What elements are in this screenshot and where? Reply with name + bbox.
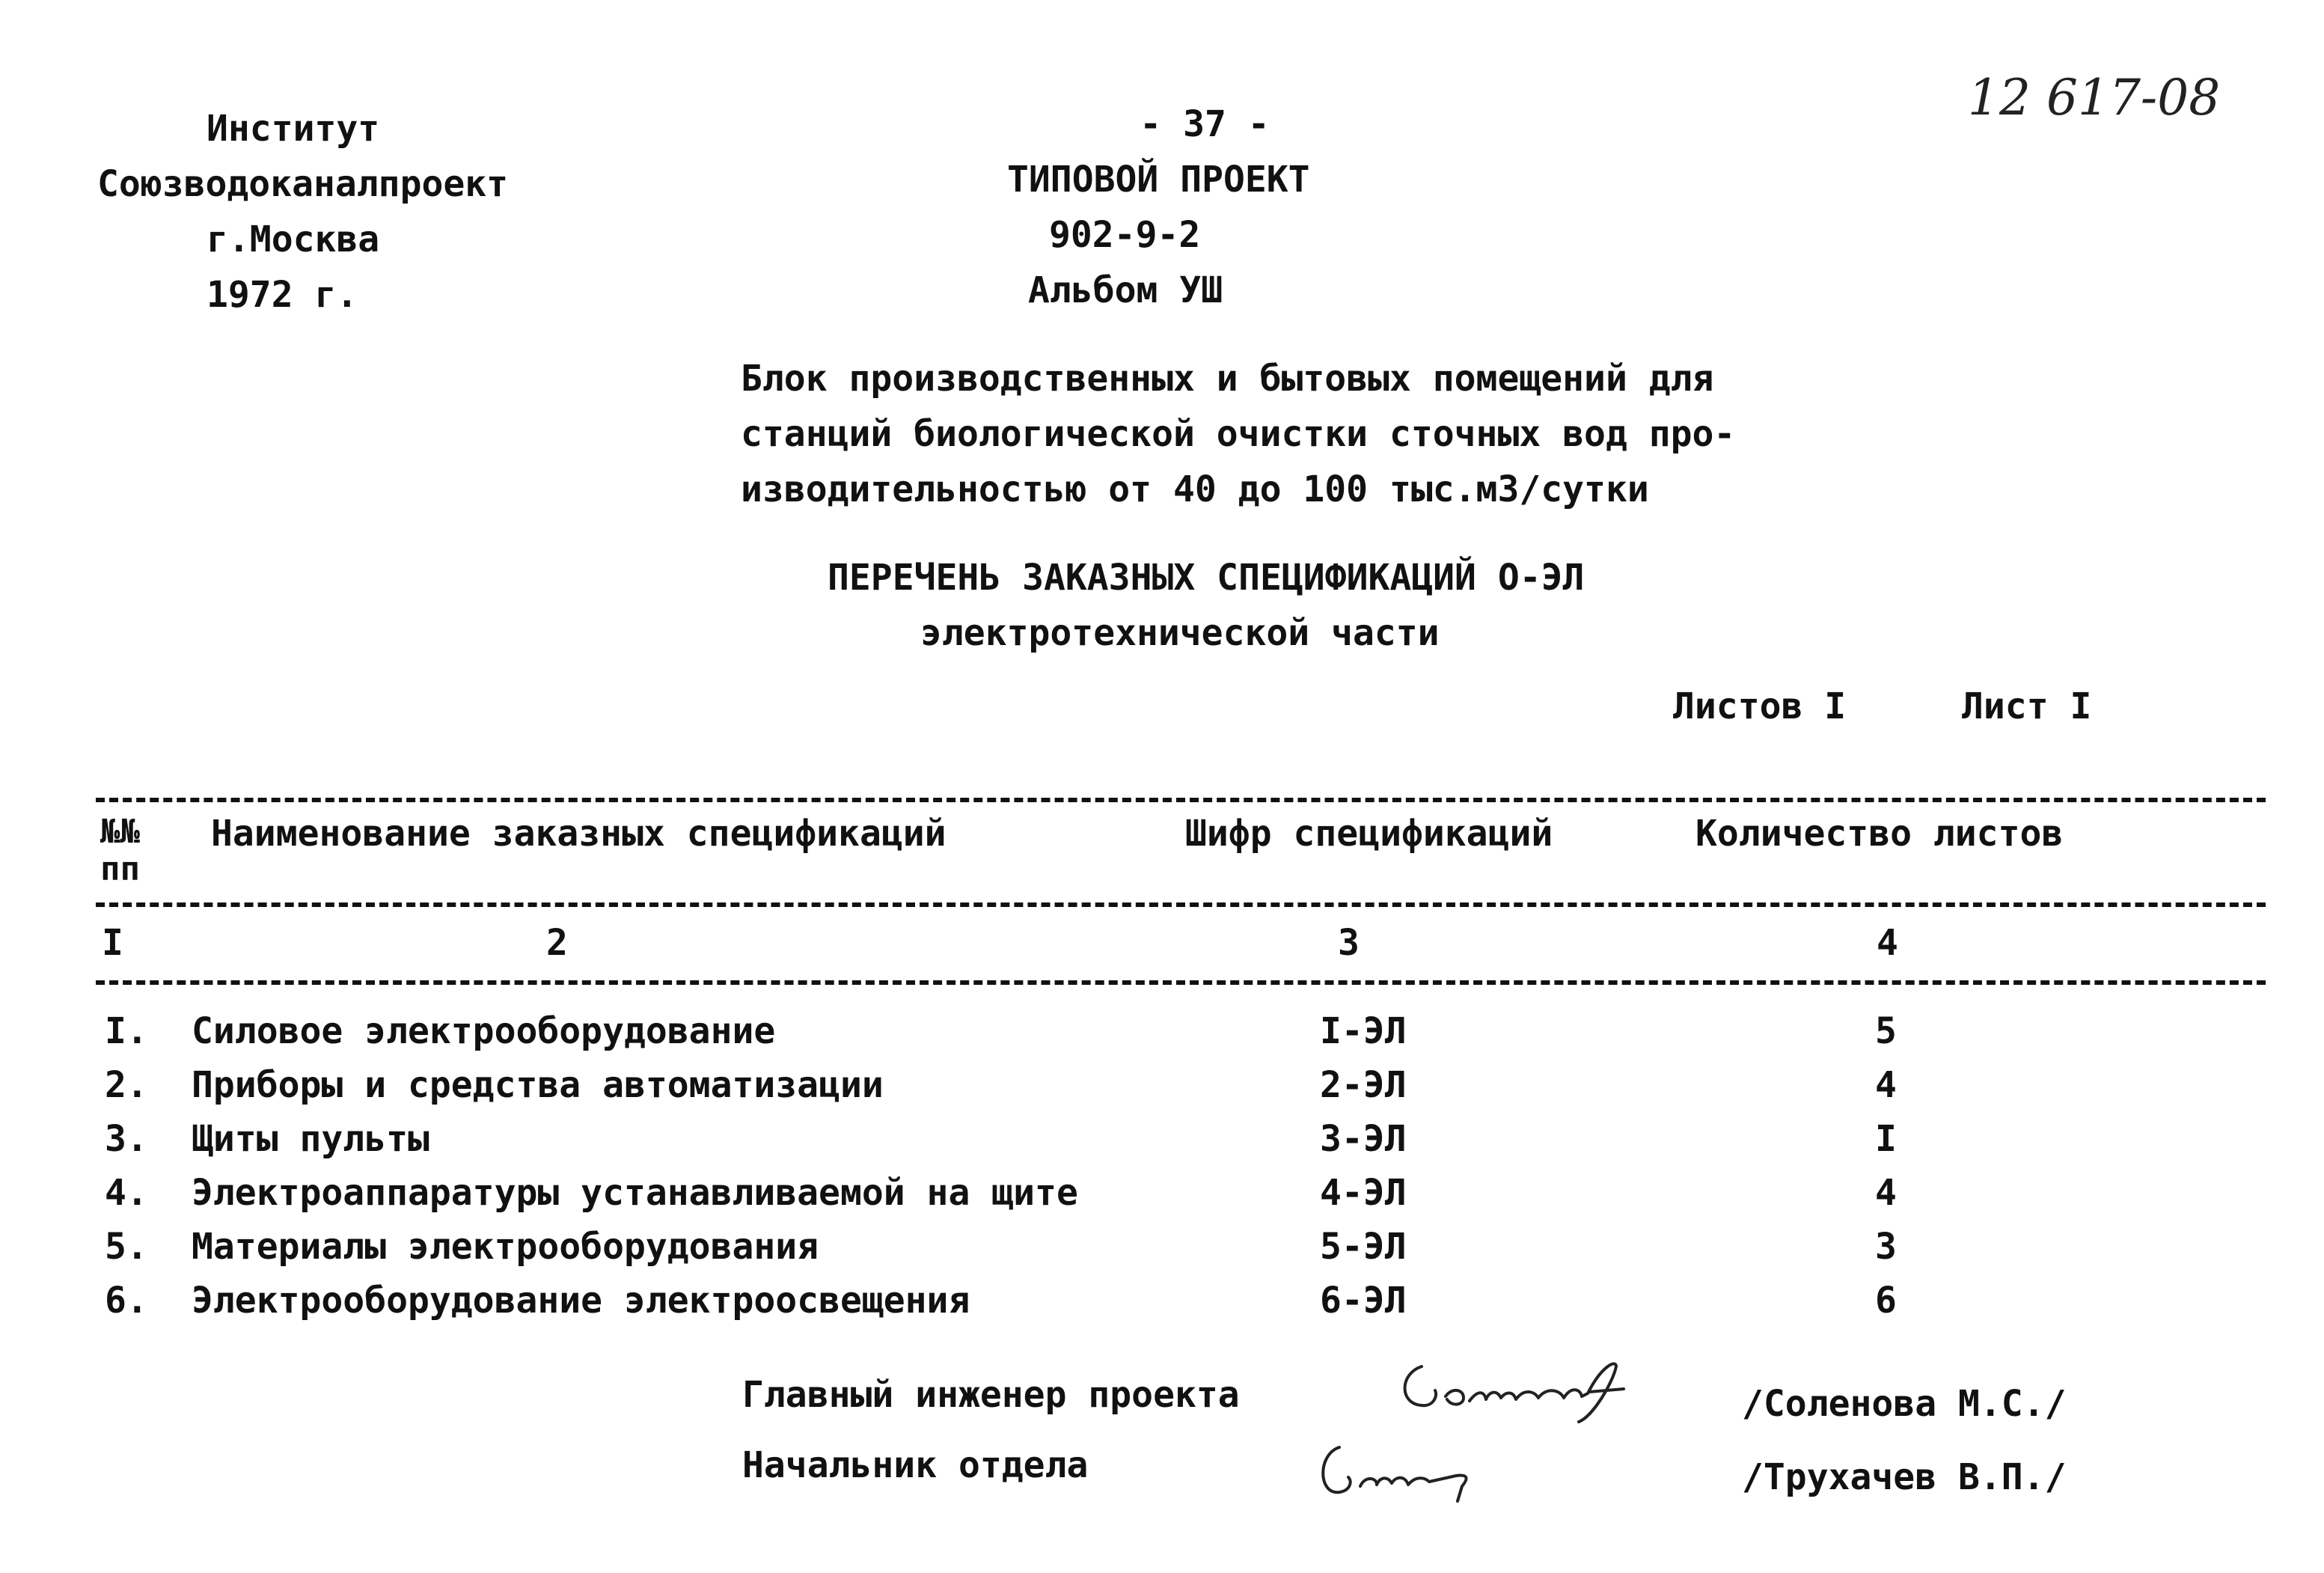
project-type: ТИПОВОЙ ПРОЕКТ [1007, 159, 1310, 201]
row-name: Материалы электрооборудования [192, 1226, 819, 1268]
row-name: Электрооборудование электроосвещения [192, 1280, 970, 1322]
handwritten-signature-2 [1309, 1432, 1534, 1515]
row-code: I-ЭЛ [1320, 1010, 1407, 1052]
col-number-3: 3 [1338, 922, 1360, 964]
handwritten-signature-1 [1392, 1344, 1676, 1426]
col-number-4: 4 [1877, 922, 1898, 964]
row-code: 2-ЭЛ [1320, 1064, 1407, 1106]
institute-city: г.Москва [207, 219, 380, 260]
table-top-rule [96, 798, 2266, 802]
header-count: Количество листов [1695, 813, 2064, 855]
sheets-total: Листов I [1673, 685, 1847, 727]
document-subtitle: электротехнической части [920, 612, 1440, 654]
row-num: 3. [105, 1118, 148, 1160]
row-code: 6-ЭЛ [1320, 1280, 1407, 1322]
col-number-1: I [102, 922, 123, 964]
row-num: 2. [105, 1064, 148, 1106]
row-name: Щиты пульты [192, 1118, 429, 1160]
row-code: 5-ЭЛ [1320, 1226, 1407, 1268]
signature-role-department-head: Начальник отдела [742, 1444, 1089, 1486]
institute-name: Союзводоканалпроект [97, 163, 509, 205]
header-bottom-rule [96, 902, 2266, 907]
row-count: 6 [1875, 1280, 1897, 1322]
row-count: I [1875, 1118, 1897, 1160]
row-name: Силовое электрооборудование [192, 1010, 776, 1052]
header-code: Шифр спецификаций [1185, 813, 1553, 855]
row-num: 5. [105, 1226, 148, 1268]
row-code: 3-ЭЛ [1320, 1118, 1407, 1160]
row-count: 5 [1875, 1010, 1897, 1052]
project-code: 902-9-2 [1049, 214, 1201, 256]
signature-name-department-head: /Трухачев В.П./ [1742, 1456, 2067, 1498]
description-line-1: Блок производственных и бытовых помещений для [741, 358, 1714, 400]
signature-name-chief-engineer: /Соленова М.С./ [1742, 1383, 2067, 1425]
header-num: №№ [100, 813, 140, 851]
col-numbers-bottom-rule [96, 980, 2266, 985]
row-code: 4-ЭЛ [1320, 1172, 1407, 1214]
document-title: ПЕРЕЧЕНЬ ЗАКАЗНЫХ СПЕЦИФИКАЦИЙ О-ЭЛ [828, 557, 1585, 599]
description-line-3: изводительностью от 40 до 100 тыс.м3/сутки [741, 468, 1649, 510]
row-count: 4 [1875, 1172, 1897, 1214]
row-num: 6. [105, 1280, 148, 1322]
institute-year: 1972 г. [207, 274, 358, 316]
col-number-2: 2 [546, 922, 568, 964]
row-num: I. [105, 1010, 148, 1052]
header-num-2: пп [100, 850, 140, 888]
row-num: 4. [105, 1172, 148, 1214]
sheet-current: Лист I [1962, 685, 2092, 727]
row-name: Приборы и средства автоматизации [192, 1064, 884, 1106]
page-number: - 37 - [1140, 103, 1270, 145]
row-count: 4 [1875, 1064, 1897, 1106]
institute-label: Институт [207, 108, 380, 150]
album-label: Альбом УШ [1028, 269, 1223, 311]
signature-role-chief-engineer: Главный инженер проекта [742, 1374, 1240, 1416]
header-name: Наименование заказных спецификаций [211, 813, 947, 855]
row-count: 3 [1875, 1226, 1897, 1268]
handwritten-code: 12 617-08 [1968, 69, 2221, 126]
description-line-2: станций биологической очистки сточных вод про- [741, 413, 1736, 455]
row-name: Электроаппаратуры устанавливаемой на щите [192, 1172, 1078, 1214]
